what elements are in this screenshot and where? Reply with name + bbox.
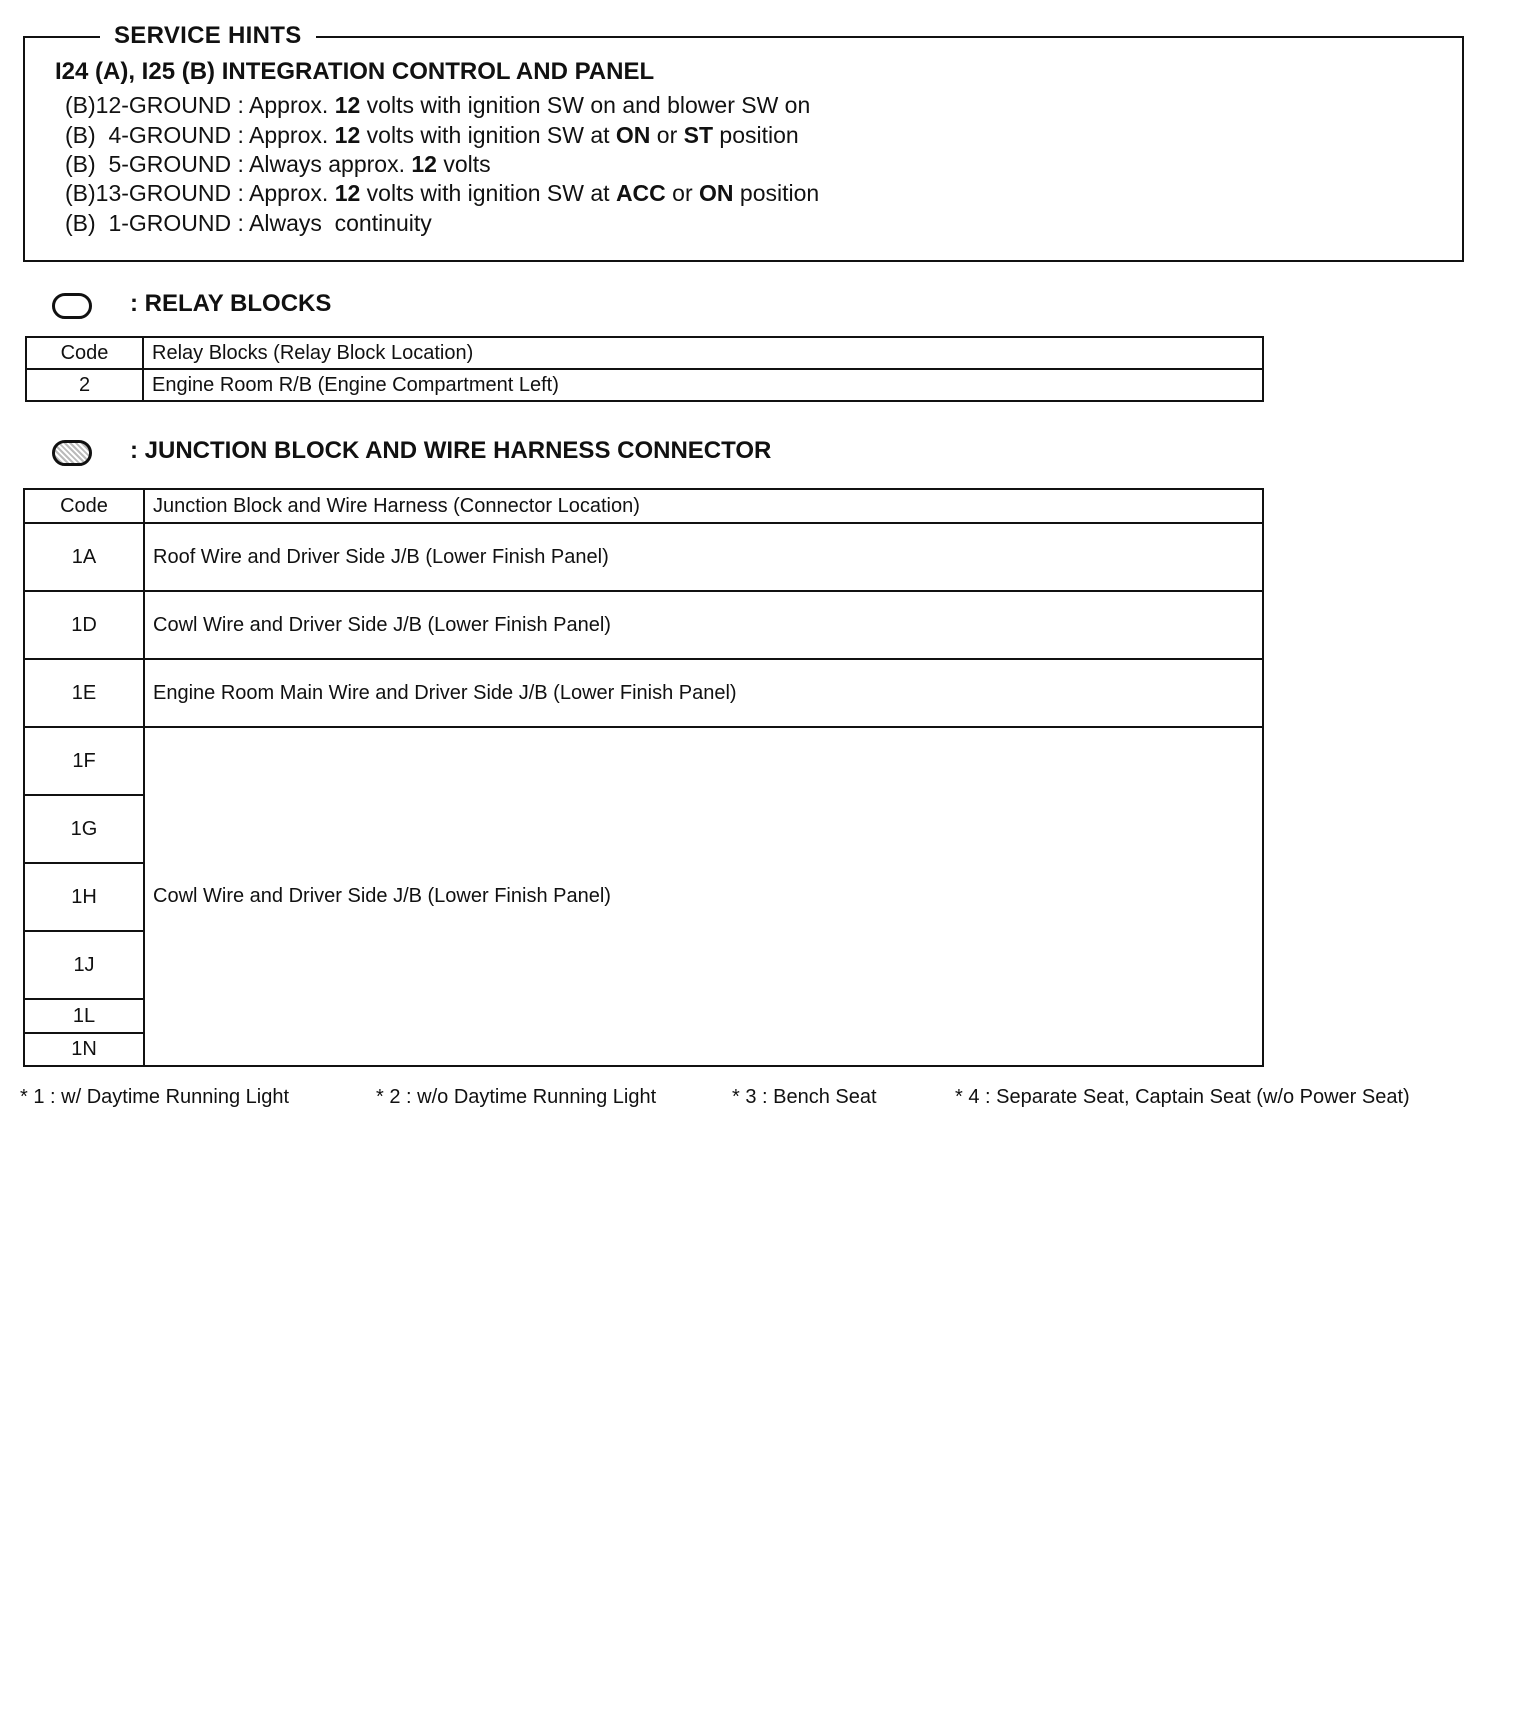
junction-block-symbol-icon <box>52 440 92 466</box>
table-row <box>24 591 1263 659</box>
hint-line: (B) 4-GROUND : Approx. 12 volts with ignition SW at ON or ST position <box>65 122 799 148</box>
group-desc: Cowl Wire and Driver Side J/B (Lower Finish Panel) <box>144 727 1263 1066</box>
service-hints-legend: SERVICE HINTS <box>100 22 316 50</box>
footnote-3: * 3 : Bench Seat <box>732 1086 877 1108</box>
header-desc: Junction Block and Wire Harness (Connector Location) <box>144 489 1263 523</box>
row-code: 1F <box>24 727 144 795</box>
row-desc: Engine Room Main Wire and Driver Side J/B (Lower Finish Panel) <box>144 659 1263 727</box>
footnote-1: * 1 : w/ Daytime Running Light <box>20 1086 290 1108</box>
row-desc: Engine Room R/B (Engine Compartment Left) <box>143 369 1263 401</box>
relay-block-symbol-icon <box>52 293 92 319</box>
header-code: Code <box>26 337 143 369</box>
row-code: 1J <box>24 931 144 999</box>
footnote-2: * 2 : w/o Daytime Running Light <box>376 1086 657 1108</box>
row-code: 1E <box>24 659 144 727</box>
hint-line: (B)13-GROUND : Approx. 12 volts with ignition SW at ACC or ON position <box>65 180 820 206</box>
table-row <box>24 727 1263 795</box>
service-hints-title: I24 (A), I25 (B) INTEGRATION CONTROL AND PANEL <box>55 58 655 85</box>
hint-line: (B) 5-GROUND : Always approx. 12 volts <box>65 151 491 177</box>
table-header-row <box>24 489 1263 523</box>
table-row <box>26 369 1263 401</box>
row-code: 2 <box>26 369 143 401</box>
relay-blocks-table <box>25 336 1264 402</box>
junction-table <box>23 488 1264 1067</box>
header-desc: Relay Blocks (Relay Block Location) <box>143 337 1263 369</box>
header-code: Code <box>24 489 144 523</box>
row-desc: Roof Wire and Driver Side J/B (Lower Finish Panel) <box>144 523 1263 591</box>
table-header-row <box>26 337 1263 369</box>
row-code: 1N <box>24 1033 144 1066</box>
table-row <box>24 523 1263 591</box>
row-code: 1D <box>24 591 144 659</box>
row-code: 1H <box>24 863 144 931</box>
footnote-4: * 4 : Separate Seat, Captain Seat (w/o Power Seat) <box>955 1086 1410 1108</box>
relay-blocks-heading: : RELAY BLOCKS <box>130 290 332 317</box>
row-code: 1L <box>24 999 144 1033</box>
row-code: 1A <box>24 523 144 591</box>
table-row <box>24 659 1263 727</box>
row-desc: Cowl Wire and Driver Side J/B (Lower Finish Panel) <box>144 591 1263 659</box>
junction-heading: : JUNCTION BLOCK AND WIRE HARNESS CONNECTOR <box>130 437 772 464</box>
row-code: 1G <box>24 795 144 863</box>
hint-line: (B)12-GROUND : Approx. 12 volts with ignition SW on and blower SW on <box>65 92 811 118</box>
hint-line: (B) 1-GROUND : Always continuity <box>65 210 432 236</box>
